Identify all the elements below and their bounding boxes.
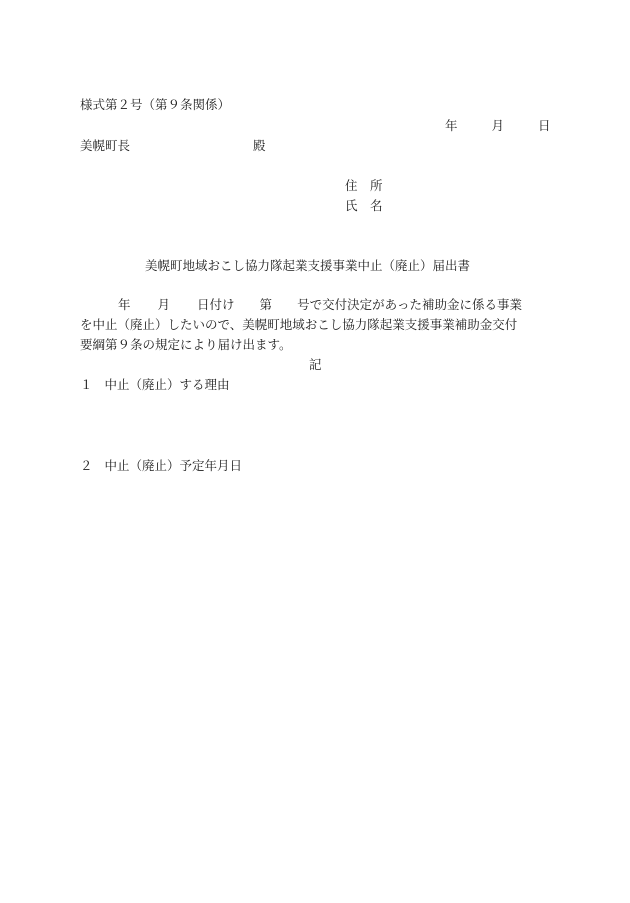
item-1-number: １ <box>80 377 93 392</box>
document-title: 美幌町地域おこし協力隊起業支援事業中止（廃止）届出書 <box>145 258 471 273</box>
body-line-1-rest: 号で交付決定があった補助金に係る事業 <box>297 297 522 312</box>
body-year: 年 <box>118 297 131 312</box>
date-month: 月 <box>491 118 505 133</box>
body-month: 月 <box>157 297 171 312</box>
item-2-number: ２ <box>80 458 93 473</box>
body-line-2: を中止（廃止）したいので、美幌町地域おこし協力隊起業支援事業補助金交付 <box>80 317 518 332</box>
address-label: 住 所 <box>345 178 383 193</box>
date-year: 年 <box>445 118 458 133</box>
form-number: 様式第２号（第９条関係） <box>80 97 231 112</box>
name-label: 氏 名 <box>345 198 383 213</box>
date-line <box>445 118 551 134</box>
addressee-honorific: 殿 <box>253 138 266 153</box>
item-2-label: 中止（廃止）予定年月日 <box>104 458 243 473</box>
item-1 <box>80 377 230 393</box>
date-day: 日 <box>538 118 551 133</box>
body-line-3: 要綱第９条の規定により届け出ます。 <box>80 337 292 352</box>
addressee-name: 美幌町長 <box>80 138 131 153</box>
item-1-label: 中止（廃止）する理由 <box>104 377 230 392</box>
body-dated: 日付け <box>197 297 235 312</box>
ki-mark: 記 <box>309 357 322 372</box>
item-2 <box>80 458 242 474</box>
body-number-prefix: 第 <box>259 297 273 312</box>
body-line-1 <box>118 297 522 313</box>
